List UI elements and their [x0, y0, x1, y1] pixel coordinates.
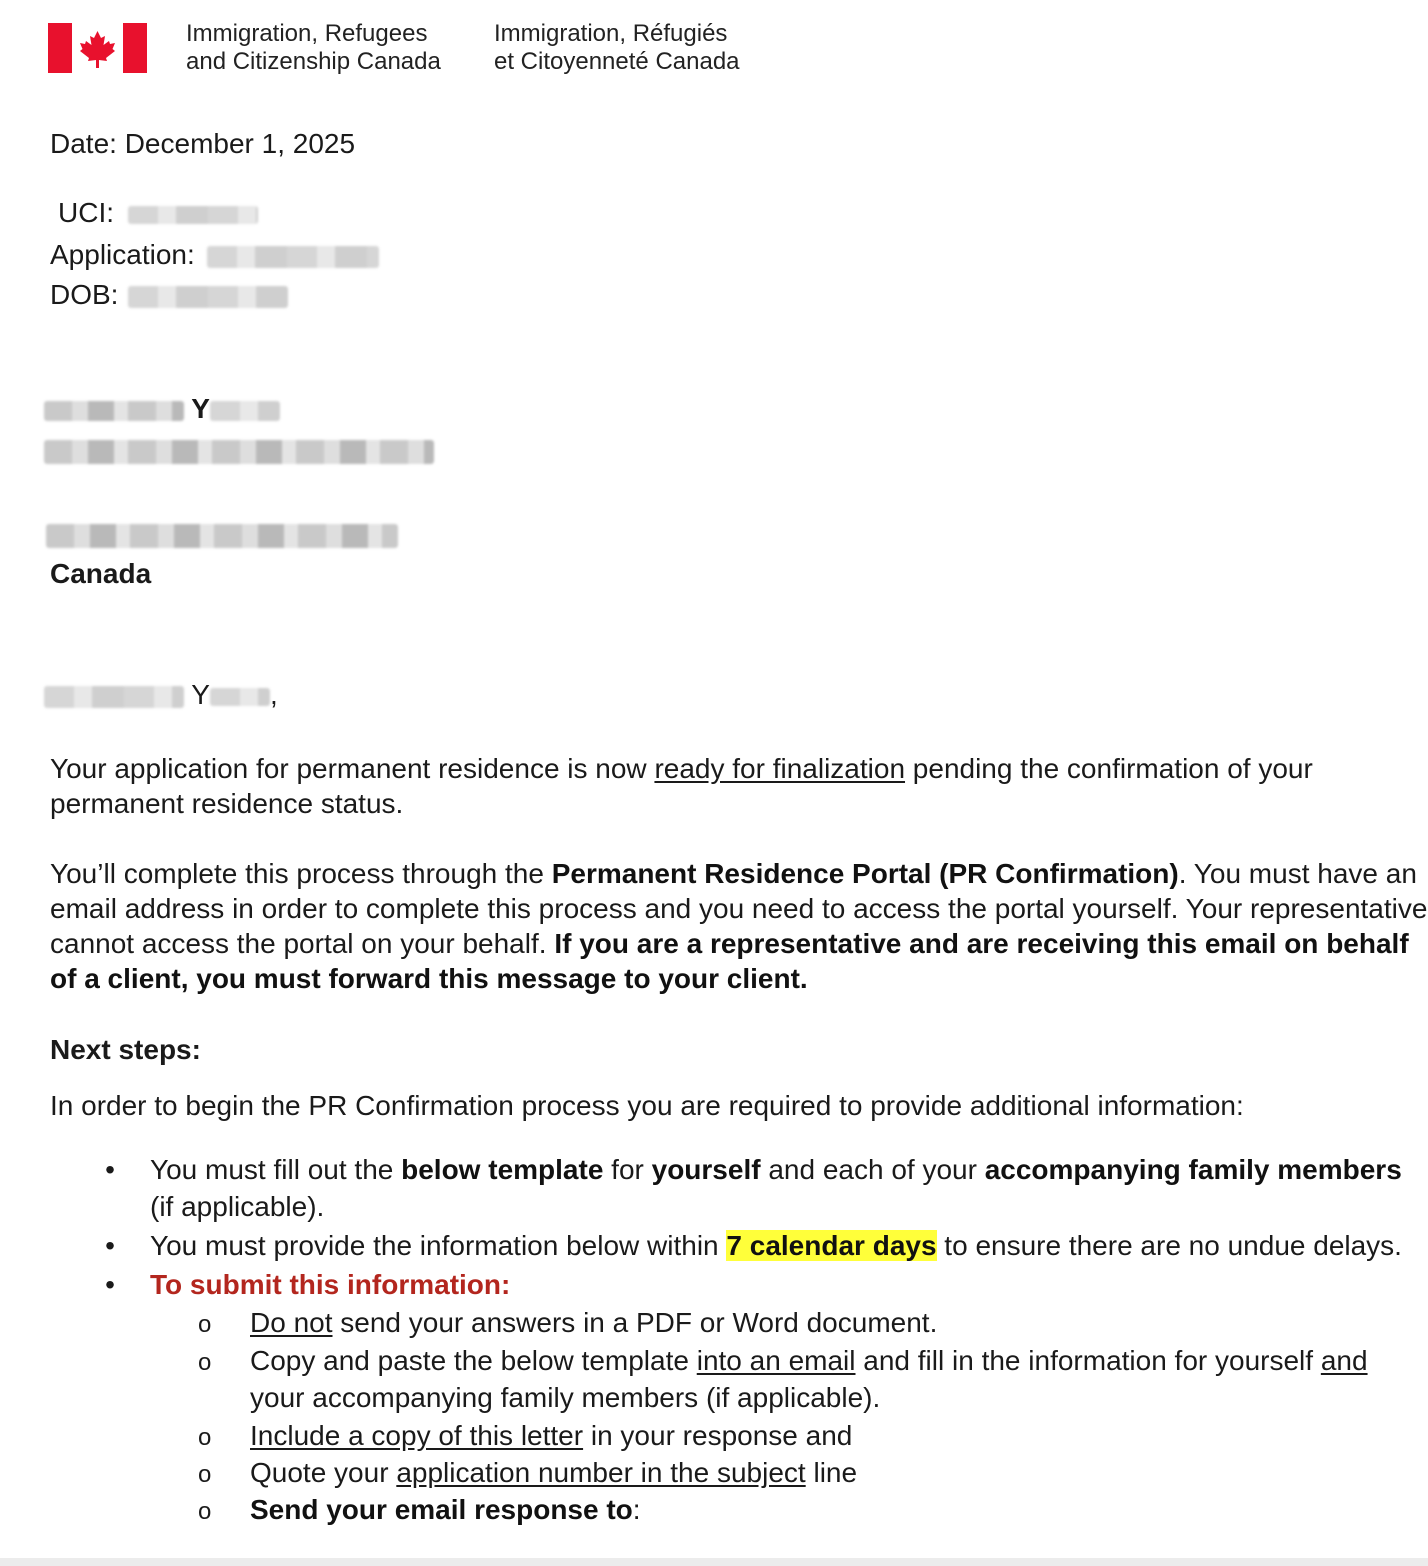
sub-list-item [0, 1454, 1428, 1491]
s2-underline-and: and [1320, 1345, 1368, 1376]
department-name-french [494, 20, 740, 76]
bullet-icon: • [105, 1230, 115, 1261]
pr-portal-name: Permanent Residence Portal (PR Confirmation) [551, 858, 1179, 889]
s5-bold: Send your email response to [250, 1494, 633, 1525]
s2-text-c: your accompanying family members (if applicable). [250, 1382, 881, 1413]
submit-info-heading: To submit this information: [150, 1269, 511, 1300]
s1-text: send your answers in a PDF or Word document. [332, 1307, 938, 1338]
b1-text-a: You must fill out the [150, 1154, 402, 1185]
s4-underline: application number in the subject [396, 1457, 806, 1488]
sub-list-item [0, 1491, 1428, 1528]
sub-bullet-icon: o [198, 1498, 212, 1525]
s2-text-b: and fill in the information for yourself [855, 1345, 1321, 1376]
redacted-recipient-first-name [44, 401, 184, 421]
b1-bold-yourself: yourself [651, 1154, 761, 1185]
recipient-name [44, 392, 280, 426]
b1-text-c: and each of your [760, 1154, 985, 1185]
requirements-list [0, 1151, 1428, 1528]
redacted-recipient-last-name [210, 401, 280, 421]
s3-underline: Include a copy of this letter [250, 1420, 584, 1451]
dept-en-line2: and Citizenship Canada [186, 48, 441, 75]
redacted-application-number [207, 246, 379, 268]
bullet-icon: • [105, 1269, 115, 1300]
redacted-address-line2 [46, 524, 398, 548]
sub-list-item [0, 1304, 1428, 1341]
dob-line [50, 278, 288, 312]
bullet-icon: • [105, 1154, 115, 1185]
s2-underline-email: into an email [696, 1345, 856, 1376]
b1-bold-family: accompanying family members [984, 1154, 1402, 1185]
dept-fr-line2: et Citoyenneté Canada [494, 48, 740, 75]
p1-text-a: Your application for permanent residence is now [50, 753, 655, 784]
address-country: Canada [50, 558, 152, 589]
list-item [0, 1227, 1428, 1264]
deadline-highlight: 7 calendar days [726, 1230, 937, 1261]
s3-text: in your response and [583, 1420, 853, 1451]
salutation-comma: , [269, 679, 278, 710]
sub-list-item [0, 1417, 1428, 1454]
representative-notice: If you are a representative and are receiving this email on behalf of a client, you must forward this message to your client. [50, 928, 1409, 994]
sub-list-item [0, 1342, 1428, 1416]
paragraph-portal [50, 856, 1428, 996]
dob-label: DOB: [50, 279, 119, 310]
p2-text-b: . You must have an email address in order to complete this process and you need to access the portal yourself. Your representative cannot access the portal on your behalf. [50, 858, 1428, 959]
list-item [0, 1151, 1428, 1225]
redacted-uci [128, 206, 258, 224]
recipient-name-fragment: Y [191, 393, 210, 424]
sub-bullet-icon: o [198, 1311, 212, 1338]
next-steps-heading: Next steps: [50, 1034, 201, 1065]
s5-text: : [632, 1494, 641, 1525]
letter-date: Date: December 1, 2025 [50, 128, 356, 159]
b2-text-b: to ensure there are no undue delays. [936, 1230, 1402, 1261]
next-steps-intro: In order to begin the PR Confirmation process you are required to provide additional information: [50, 1090, 1244, 1121]
b1-text-b: for [603, 1154, 652, 1185]
redacted-address-line1 [44, 440, 434, 464]
sub-bullet-icon: o [198, 1461, 212, 1488]
dept-en-line1: Immigration, Refugees [186, 20, 428, 47]
redacted-salutation-first-name [44, 686, 184, 708]
canada-flag-icon [48, 23, 147, 73]
s4-text-a: Quote your [250, 1457, 397, 1488]
redacted-salutation-last-name [210, 688, 270, 706]
sub-bullet-icon: o [198, 1424, 212, 1451]
application-label: Application: [50, 239, 195, 270]
s1-underline: Do not [250, 1307, 333, 1338]
salutation-name-fragment: Y [191, 679, 210, 710]
ready-for-finalization-text: ready for finalization [654, 753, 906, 784]
department-name-english [186, 20, 441, 76]
dept-fr-line1: Immigration, Réfugiés [494, 20, 728, 47]
list-item [0, 1266, 1428, 1303]
sub-bullet-icon: o [198, 1349, 212, 1376]
p1-text-b: pending the confirmation of your permanent residence status. [50, 753, 1313, 819]
b1-text-d: (if applicable). [150, 1191, 325, 1222]
application-line [50, 238, 379, 272]
redacted-dob [128, 286, 288, 308]
paragraph-finalization [50, 751, 1428, 821]
p2-text-a: You’ll complete this process through the [50, 858, 552, 889]
uci-line [58, 196, 258, 230]
s2-text-a: Copy and paste the below template [250, 1345, 697, 1376]
uci-label: UCI: [58, 197, 114, 228]
s4-text-b: line [805, 1457, 858, 1488]
b1-bold-template: below template [401, 1154, 604, 1185]
salutation [44, 678, 278, 712]
page-bottom-edge [0, 1558, 1428, 1566]
b2-text-a: You must provide the information below within [150, 1230, 727, 1261]
